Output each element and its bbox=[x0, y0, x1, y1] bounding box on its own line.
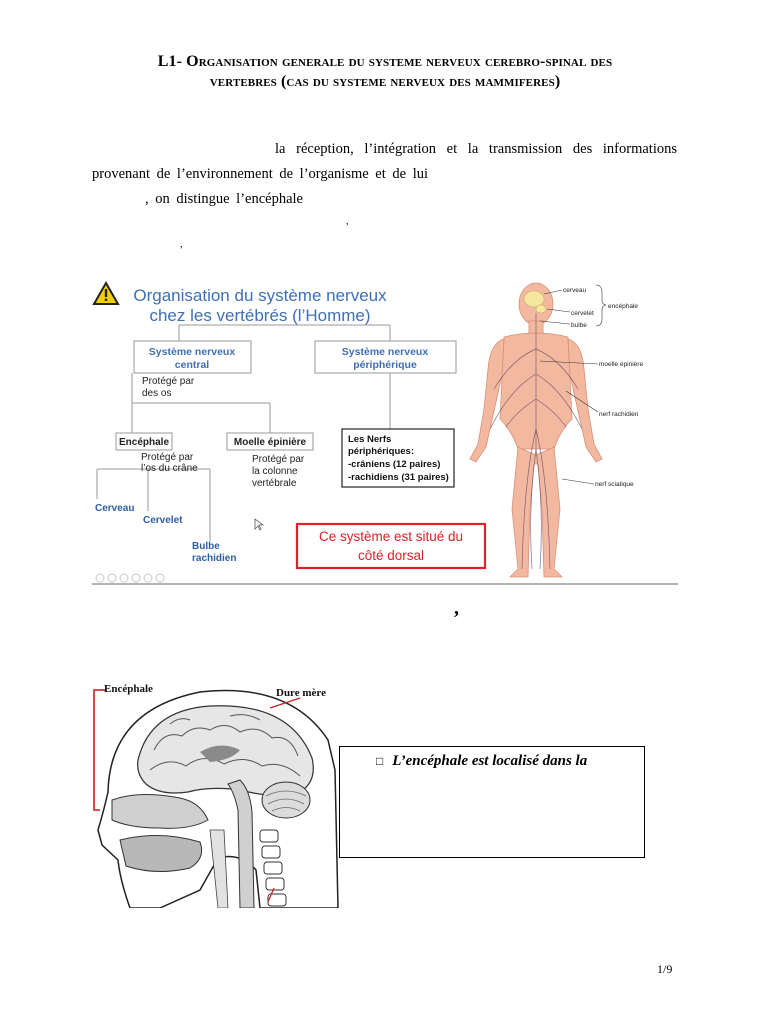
document-title bbox=[92, 52, 678, 92]
figure-heading-line-1: Organisation du système nerveux bbox=[133, 286, 387, 305]
checkbox-icon: □ bbox=[376, 754, 384, 768]
label-encephale: Encéphale bbox=[104, 683, 153, 695]
figure-nervous-system bbox=[92, 279, 678, 585]
callout-text: L’encéphale est localisé dans la bbox=[392, 753, 588, 769]
title-line-2: vertebres (cas du systeme nerveux des mammiferes) bbox=[209, 73, 561, 90]
body-label-cervelet: cervelet bbox=[571, 310, 594, 317]
figure-head-section bbox=[90, 680, 340, 908]
figure-head-section-svg bbox=[90, 680, 340, 908]
title-line-1: L1- Organisation generale du systeme nerveux cerebro-spinal des bbox=[157, 53, 613, 70]
body-label-cerveau: cerveau bbox=[563, 287, 587, 294]
snc-label-1: Système nerveux bbox=[148, 346, 236, 358]
intro-line-3: , on distingue l’encéphale bbox=[145, 191, 303, 207]
figure-nervous-system-svg bbox=[92, 279, 678, 585]
body-label-nerf-sciatique: nerf sciatique bbox=[595, 481, 634, 488]
intro-mark-2: , bbox=[180, 239, 183, 250]
cervelet-label: Cervelet bbox=[143, 515, 183, 526]
snp-label-2: périphérique bbox=[353, 359, 417, 371]
snc-protect-1: Protégé par bbox=[142, 376, 195, 387]
bulbe-label-2: rachidien bbox=[192, 553, 237, 564]
enc-protect-1: Protégé par bbox=[141, 452, 194, 463]
intro-mark-1: , bbox=[346, 216, 349, 227]
body-label-bulbe: bulbe bbox=[571, 322, 587, 329]
figure-heading-line-2: chez les vertébrés (l’Homme) bbox=[149, 306, 371, 325]
encephale-bracket bbox=[94, 690, 100, 810]
intro-line-1: la réception, l’intégration et la transmission des informations bbox=[275, 141, 677, 157]
cerebellum bbox=[262, 782, 310, 818]
dorsal-line-1: Ce système est situé du bbox=[318, 529, 464, 544]
dorsal-line-2: côté dorsal bbox=[357, 548, 425, 563]
moelle-protect-2: la colonne bbox=[252, 466, 298, 477]
encephale-label: Encéphale bbox=[118, 437, 170, 448]
snc-protect-2: des os bbox=[142, 388, 172, 399]
snp-label-1: Système nerveux bbox=[341, 346, 429, 358]
intro-line-2: provenant de l’environnement de l’organisme et de lui bbox=[92, 166, 429, 182]
callout-line bbox=[376, 753, 587, 770]
cerveau-label: Cerveau bbox=[95, 503, 135, 514]
nerfs-line-4: -rachidiens (31 paires) bbox=[348, 472, 449, 483]
label-dure-mere: Dure mère bbox=[276, 687, 326, 699]
nerfs-line-1: Les Nerfs bbox=[348, 434, 392, 445]
body-label-nerf-rachidien: nerf rachidien bbox=[599, 411, 639, 418]
oral-cavity bbox=[120, 835, 202, 871]
moelle-protect-1: Protégé par bbox=[252, 454, 305, 465]
body-label-encephale: encéphale bbox=[608, 303, 638, 310]
nerfs-line-3: -crâniens (12 paires) bbox=[348, 459, 441, 470]
bulbe-label-1: Bulbe bbox=[192, 541, 220, 552]
mid-mark: , bbox=[454, 597, 459, 619]
callout-box bbox=[339, 746, 645, 858]
moelle-label: Moelle épinière bbox=[233, 437, 307, 448]
enc-protect-2: l’os du crâne bbox=[141, 463, 198, 474]
nerfs-line-2: périphériques: bbox=[348, 446, 414, 457]
moelle-protect-3: vertébrale bbox=[252, 478, 297, 489]
body-label-moelle: moelle épinière bbox=[599, 361, 644, 368]
page-number: 1/9 bbox=[657, 962, 673, 976]
snc-label-2: central bbox=[174, 359, 210, 371]
